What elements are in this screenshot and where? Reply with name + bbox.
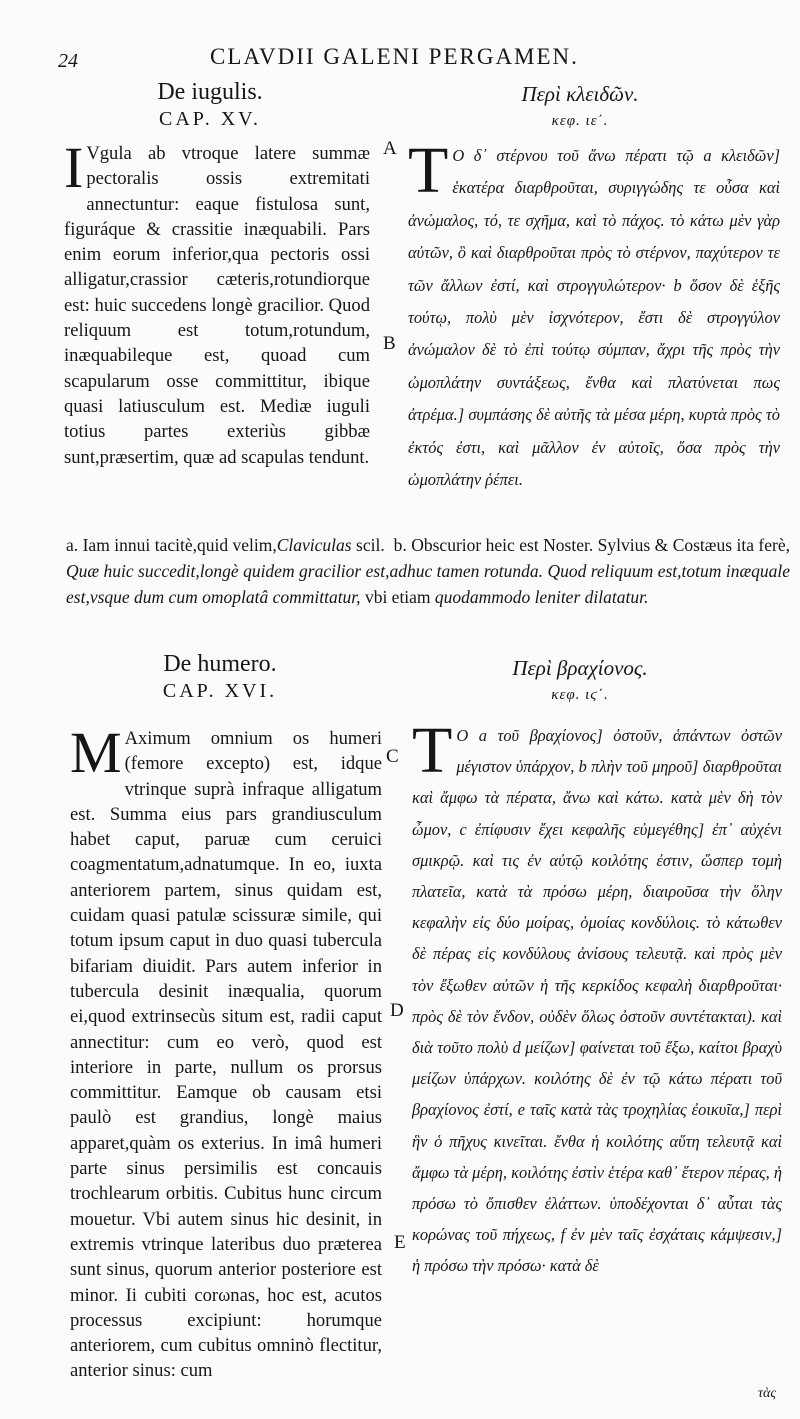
footnote-a-italic: Claviculas xyxy=(276,535,352,555)
chapter-15-greek-text xyxy=(408,134,780,496)
margin-marker-e: E xyxy=(394,1232,406,1253)
chapter-15-greek-heading xyxy=(470,80,690,134)
chapter-15-greek-body: Ο δ᾽ στέρνου τοῦ ἄνω πέρατι τῷ a κλειδῶν] ἑκατέρα διαρθροῦται, συριγγώδης τε οὖσα καὶ ἀνώμαλος, τό, τε σχῆμα, καὶ τὸ πάχος. τὸ κάτω μὲν γὰρ αὐτῶν, ὃ καὶ διαρθροῦται πρὸς τὸ στέρνον, παχύτερον τε τῶν ἄλλων ἐστί, καὶ στρογγυλώτερον· b ὅσον δὲ ἑξῆς τούτῳ, πολὺ μὲν ἰσχνότερον, ἔστι δὲ στρογγύλον ἀνώμαλον δὲ τὸ ἐπὶ τούτῳ σύμπαν, ἄχρι τῆς πρὸς τὴν ὠμοπλάτην συντάξεως, ἔνθα καὶ πλατύνεται πως ἀτρέμα.] συμπάσης δὲ αὐτῆς τὰ μέσα μέρη, κυρτὰ πρὸς τὸ ἐκτός ἐστι, καὶ μᾶλλον ἐν αὐτοῖς, ὅσα πρὸς τὴν ὠμοπλάτην ῥέπει. xyxy=(408,146,780,490)
margin-marker-d: D xyxy=(390,1000,404,1021)
chapter-15-latin-text xyxy=(64,135,370,470)
footnote-a-text: Iam innui tacitè,quid velim, xyxy=(82,535,277,555)
chapter-15-latin-body: Vgula ab vtroque latere summæ pectoralis ossis extremitati annectuntur: eaque fistulosa sunt, figuráque & crassitie inæquabili. Pars enim eorum inferior,qua pectoris ossi alligatur,crassior cæteris,rotundiorque est: huic succedens longè gracilior. Quod reliquum est totum,rotundum, inæquabileque est, quoad cum scapularum osse committitur, ibique quasi latiusculum est. Mediæ iuguli totius partes exteriùs gibbæ sunt,præsertim, quæ ad scapulas tendunt. xyxy=(64,143,370,468)
chapter-16-greek-cap: κεφ. ιϛ΄. xyxy=(551,687,609,703)
footnote-b-label: b. xyxy=(393,535,407,555)
chapter-15-greek-title: Περὶ κλειδῶν. xyxy=(521,82,639,106)
footnote xyxy=(66,532,790,610)
chapter-16-greek-heading xyxy=(470,654,690,708)
margin-marker-c: C xyxy=(386,746,399,767)
chapter-16-latin-cap: CAP. XVI. xyxy=(162,680,278,702)
footnote-b-italic-2: quodammodo leniter dilatatur. xyxy=(434,587,649,607)
greek-drop-capital: T xyxy=(408,134,449,207)
chapter-16-latin-body: Aximum omnium os humeri (femore excepto) est, idque vtrinque suprà infraque alligatum est. Summa eius pars grandiusculum habet caput, paruæ cum ceruici coagmentatum,adnatumque. In eo, iuxta anteriorem partem, sinus quidam est, cuidam quasi patulæ scissuræ simile, qui totum ipsum caput in duo quasi tubercula bifariam diuidit. Pars autem inferior in tubercula desinit inæqualia, quorum ei,quod extrinsecùs situm est, radii caput annectitur: cum eo verò, quod est interiore in parte, nullum os prorsus committitur. Eamque ob causam etsi paulò est grandius, longè maius apparet,quàm os exterius. In imâ humeri parte sinus persimilis est concauis trochlearum orbitis. Cubitus hunc circum mouetur. Vbi autem sinus hic desinit, in extremis vtrinque lateribus duo præterea sunt sinus, quorum anterior posteriore est minor. Ii cubiti corωnas, hoc est, acutos processus excipiunt: horumque anteriorem, cum cubitus omninò flectitur, anterior sinus: cum xyxy=(70,728,382,1382)
chapter-16-greek-body: Ο a τοῦ βραχίονος] ὀστοῦν, ἁπάντων ὀστῶν μέγιστον ὑπάρχον, b πλὴν τοῦ μηροῦ] διαρθροῦται καὶ ἄμφω τὰ πέρατα, ἄνω καὶ κάτω. κατὰ μὲν δὴ τὸν ὦμον, c ἐπίφυσιν ἔχει κεφαλῆς εὐμεγέθης] ἐπ᾽ αὐχένι σμικρῷ. καὶ τις ἐν αὐτῷ κοιλότης ἐστιν, ὥσπερ τομὴ πλατεῖα, κατὰ τὰ πρόσω μέρη, διαιροῦσα τὴν ὅλην κεφαλὴν εἰς δύο μοίρας, ὁμοίας κονδύλοις. τὸ κάτωθεν δὲ πέρας εἰς κονδύλους ἀνίσους τελευτᾷ. καὶ πρὸς μὲν τὸν ἔξωθεν αὐτῶν ἡ τῆς κερκίδος κεφαλὴ διαρθροῦται· πρὸς δὲ τὸν ἔνδον, οὐδὲν ὅλως ὀστοῦν συντέτακται). καὶ διὰ τοῦτο πολὺ d μείζων] φαίνεται τοῦ ἔξω, καίτοι βραχὺ μείζων ὑπάρχων. κοιλότης δὲ ἐν τῷ κάτω πέρατι τοῦ βραχίονος ἐστί, e ταῖς κατὰ τὰς τροχηλίας ἐοικυῖα,] περὶ ἣν ὁ πῆχυς κινεῖται. ἔνθα ἡ κοιλότης αὕτη τελευτᾷ καὶ ἄμφω τὰ μέρη, κοιλότης ἐστὶν ἑτέρα καθ᾽ ἕτερον πέρας, ἡ πρόσω τὸ ὄπισθεν ἐλάττων. ὑποδέχονται δ᾽ αὗται τὰς κορώνας τοῦ πήχεως, f ἐν μὲν ταῖς ἐσχάταις κάμψεσιν,] ἡ πρόσω τὴν πρόσω· κατὰ δὲ xyxy=(412,726,782,1276)
footnote-a-tail: scil. xyxy=(351,535,385,555)
chapter-15-greek-cap: κεφ. ιε΄. xyxy=(551,113,609,129)
chapter-15-latin-heading xyxy=(110,78,310,132)
page-number: 24 xyxy=(58,50,78,72)
latin-drop-capital-m: M xyxy=(70,720,122,785)
margin-marker-a: A xyxy=(383,138,397,159)
footnote-a-label: a. xyxy=(66,535,79,555)
chapter-15-latin-cap: CAP. XV. xyxy=(159,108,261,130)
footnote-b-tail: vbi etiam xyxy=(360,587,435,607)
chapter-15-latin-title: De iugulis. xyxy=(157,79,263,105)
margin-marker-b: B xyxy=(383,333,396,354)
chapter-16-greek-text xyxy=(412,714,782,1282)
chapter-16-latin-text xyxy=(70,720,382,1384)
latin-drop-capital: I xyxy=(64,135,84,200)
chapter-16-latin-heading xyxy=(120,650,320,704)
greek-drop-capital-t: T xyxy=(412,714,453,787)
chapter-16-latin-title: De humero. xyxy=(163,651,277,677)
footnote-b-italic: Quæ huic succedit,longè quidem gracilior est,adhuc tamen rotunda. Quod reliquum est,totum inæquale est,vsque dum cum omoplatâ committatur, xyxy=(66,561,790,607)
running-head-title: CLAVDII GALENI PERGAMEN. xyxy=(210,44,579,69)
footnote-b-text: Obscurior heic est Noster. Sylvius & Costæus ita ferè, xyxy=(411,535,790,555)
catchword: τὰς xyxy=(758,1386,777,1401)
chapter-16-greek-title: Περὶ βραχίονος. xyxy=(512,656,648,680)
